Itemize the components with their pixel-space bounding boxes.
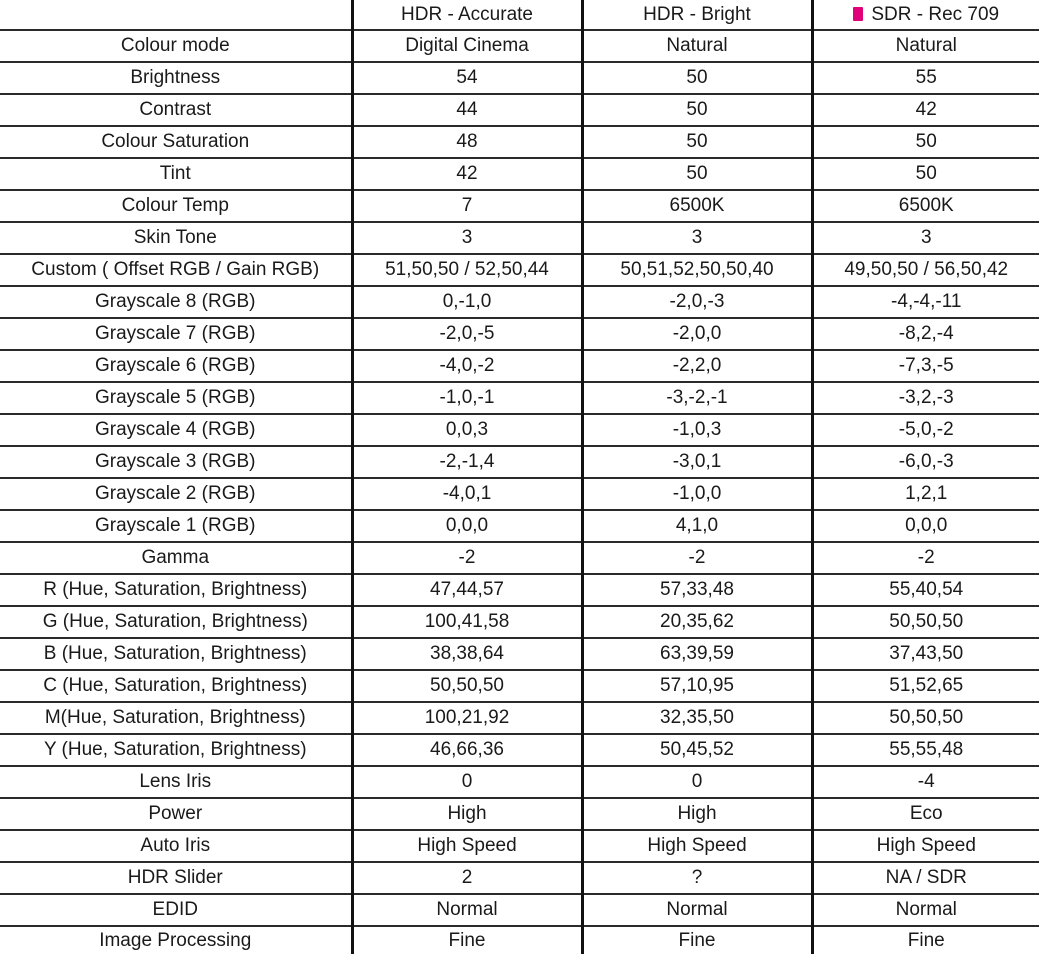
sdr-rec709-cell: 49,50,50 / 56,50,42	[812, 254, 1039, 286]
header-cell-hdr-accurate: HDR - Accurate	[352, 0, 582, 30]
table-row	[0, 734, 1039, 766]
table-row	[0, 446, 1039, 478]
hdr-accurate-cell: High	[352, 798, 582, 830]
table-row	[0, 766, 1039, 798]
hdr-accurate-cell: 0	[352, 766, 582, 798]
sdr-rec709-cell: 37,43,50	[812, 638, 1039, 670]
hdr-bright-cell: 57,33,48	[582, 574, 812, 606]
table-row	[0, 894, 1039, 926]
hdr-accurate-cell: 2	[352, 862, 582, 894]
setting-name-cell: EDID	[0, 894, 352, 926]
hdr-accurate-cell: 0,0,3	[352, 414, 582, 446]
hdr-accurate-cell: -2,-1,4	[352, 446, 582, 478]
table-row	[0, 574, 1039, 606]
table-row	[0, 414, 1039, 446]
hdr-accurate-cell: -4,0,-2	[352, 350, 582, 382]
sdr-rec709-cell: 50	[812, 158, 1039, 190]
setting-name-cell: R (Hue, Saturation, Brightness)	[0, 574, 352, 606]
table-row	[0, 318, 1039, 350]
sdr-rec709-cell: 3	[812, 222, 1039, 254]
hdr-bright-cell: 50	[582, 158, 812, 190]
hdr-bright-cell: 50	[582, 94, 812, 126]
hdr-accurate-cell: 47,44,57	[352, 574, 582, 606]
setting-name-cell: Grayscale 1 (RGB)	[0, 510, 352, 542]
hdr-bright-cell: 50	[582, 62, 812, 94]
setting-name-cell: Lens Iris	[0, 766, 352, 798]
setting-name-cell: C (Hue, Saturation, Brightness)	[0, 670, 352, 702]
setting-name-cell: G (Hue, Saturation, Brightness)	[0, 606, 352, 638]
table-row	[0, 286, 1039, 318]
sdr-rec709-cell: -3,2,-3	[812, 382, 1039, 414]
table-row	[0, 702, 1039, 734]
hdr-bright-cell: -2,0,0	[582, 318, 812, 350]
hdr-bright-cell: -1,0,0	[582, 478, 812, 510]
setting-name-cell: Grayscale 8 (RGB)	[0, 286, 352, 318]
table-row	[0, 638, 1039, 670]
setting-name-cell: Tint	[0, 158, 352, 190]
hdr-accurate-cell: 38,38,64	[352, 638, 582, 670]
hdr-accurate-cell: 54	[352, 62, 582, 94]
hdr-bright-cell: 50	[582, 126, 812, 158]
sdr-rec709-cell: Eco	[812, 798, 1039, 830]
table-row	[0, 606, 1039, 638]
hdr-accurate-cell: Digital Cinema	[352, 30, 582, 62]
setting-name-cell: Skin Tone	[0, 222, 352, 254]
hdr-bright-cell: 63,39,59	[582, 638, 812, 670]
hdr-bright-cell: Normal	[582, 894, 812, 926]
hdr-bright-cell: 57,10,95	[582, 670, 812, 702]
hdr-accurate-cell: 3	[352, 222, 582, 254]
setting-name-cell: Colour Temp	[0, 190, 352, 222]
hdr-bright-cell: 6500K	[582, 190, 812, 222]
setting-name-cell: M(Hue, Saturation, Brightness)	[0, 702, 352, 734]
setting-name-cell: Y (Hue, Saturation, Brightness)	[0, 734, 352, 766]
table-row	[0, 830, 1039, 862]
hdr-bright-cell: -1,0,3	[582, 414, 812, 446]
table-row	[0, 382, 1039, 414]
setting-name-cell: HDR Slider	[0, 862, 352, 894]
sdr-rec709-cell: 42	[812, 94, 1039, 126]
setting-name-cell: Auto Iris	[0, 830, 352, 862]
header-row	[0, 0, 1039, 30]
header-cell-hdr-bright: HDR - Bright	[582, 0, 812, 30]
hdr-bright-cell: -2,2,0	[582, 350, 812, 382]
hdr-accurate-cell: 42	[352, 158, 582, 190]
hdr-bright-cell: -2	[582, 542, 812, 574]
setting-name-cell: Grayscale 5 (RGB)	[0, 382, 352, 414]
hdr-accurate-cell: 51,50,50 / 52,50,44	[352, 254, 582, 286]
hdr-accurate-cell: 48	[352, 126, 582, 158]
setting-name-cell: B (Hue, Saturation, Brightness)	[0, 638, 352, 670]
hdr-accurate-cell: 50,50,50	[352, 670, 582, 702]
setting-name-cell: Colour mode	[0, 30, 352, 62]
sdr-rec709-cell: -4	[812, 766, 1039, 798]
hdr-accurate-cell: Normal	[352, 894, 582, 926]
hdr-accurate-cell: -4,0,1	[352, 478, 582, 510]
hdr-bright-cell: ?	[582, 862, 812, 894]
setting-name-cell: Grayscale 6 (RGB)	[0, 350, 352, 382]
hdr-bright-cell: 50,45,52	[582, 734, 812, 766]
hdr-bright-cell: High	[582, 798, 812, 830]
hdr-bright-cell: 0	[582, 766, 812, 798]
hdr-bright-cell: 20,35,62	[582, 606, 812, 638]
header-cell-sdr-rec709	[812, 0, 1039, 30]
table-row	[0, 222, 1039, 254]
table-row	[0, 350, 1039, 382]
hdr-accurate-cell: 100,21,92	[352, 702, 582, 734]
hdr-accurate-cell: 7	[352, 190, 582, 222]
hdr-accurate-cell: -2	[352, 542, 582, 574]
table-row	[0, 542, 1039, 574]
hdr-bright-cell: -3,0,1	[582, 446, 812, 478]
setting-name-cell: Grayscale 4 (RGB)	[0, 414, 352, 446]
hdr-accurate-cell: 100,41,58	[352, 606, 582, 638]
sdr-rec709-cell: 51,52,65	[812, 670, 1039, 702]
sdr-rec709-cell: 50,50,50	[812, 606, 1039, 638]
setting-name-cell: Contrast	[0, 94, 352, 126]
hdr-accurate-cell: 0,-1,0	[352, 286, 582, 318]
hdr-bright-cell: 32,35,50	[582, 702, 812, 734]
sdr-rec709-cell: -2	[812, 542, 1039, 574]
setting-name-cell: Grayscale 3 (RGB)	[0, 446, 352, 478]
sdr-rec709-cell: -5,0,-2	[812, 414, 1039, 446]
hdr-accurate-cell: -2,0,-5	[352, 318, 582, 350]
table-row	[0, 670, 1039, 702]
table-row	[0, 798, 1039, 830]
sdr-rec709-cell: 0,0,0	[812, 510, 1039, 542]
sdr-rec709-cell: High Speed	[812, 830, 1039, 862]
pink-marker-icon	[853, 7, 863, 21]
table-row	[0, 158, 1039, 190]
table-row	[0, 62, 1039, 94]
hdr-bright-cell: Natural	[582, 30, 812, 62]
sdr-rec709-cell: -8,2,-4	[812, 318, 1039, 350]
setting-name-cell: Image Processing	[99, 929, 252, 951]
sdr-rec709-cell: 55	[812, 62, 1039, 94]
hdr-bright-cell: -2,0,-3	[582, 286, 812, 318]
table-row	[0, 30, 1039, 62]
hdr-accurate-cell: 0,0,0	[352, 510, 582, 542]
setting-name-cell: Brightness	[0, 62, 352, 94]
sdr-rec709-cell: NA / SDR	[812, 862, 1039, 894]
setting-name-cell: Grayscale 7 (RGB)	[0, 318, 352, 350]
sdr-rec709-cell: -6,0,-3	[812, 446, 1039, 478]
hdr-bright-cell: -3,-2,-1	[582, 382, 812, 414]
hdr-bright-cell: High Speed	[582, 830, 812, 862]
setting-name-cell: Gamma	[0, 542, 352, 574]
hdr-accurate-cell: -1,0,-1	[352, 382, 582, 414]
sdr-rec709-cell: Normal	[812, 894, 1039, 926]
hdr-accurate-cell: High Speed	[352, 830, 582, 862]
setting-name-cell: Colour Saturation	[0, 126, 352, 158]
table-row	[0, 510, 1039, 542]
setting-name-cell: Power	[0, 798, 352, 830]
sdr-rec709-cell: 1,2,1	[812, 478, 1039, 510]
sdr-rec709-cell: 55,55,48	[812, 734, 1039, 766]
header-cell-setting	[0, 0, 352, 30]
table-row	[0, 926, 1039, 954]
sdr-rec709-cell: 55,40,54	[812, 574, 1039, 606]
header-cell-sdr-rec709-label: SDR - Rec 709	[871, 3, 1000, 25]
hdr-accurate-cell: 44	[352, 94, 582, 126]
table-row	[0, 254, 1039, 286]
sdr-rec709-cell: Fine	[812, 926, 1039, 954]
hdr-bright-cell: 50,51,52,50,50,40	[582, 254, 812, 286]
sdr-rec709-cell: -4,-4,-11	[812, 286, 1039, 318]
setting-name-cell: Grayscale 2 (RGB)	[0, 478, 352, 510]
sdr-rec709-cell: Natural	[812, 30, 1039, 62]
setting-name-cell: Custom ( Offset RGB / Gain RGB)	[0, 254, 352, 286]
table-row	[0, 478, 1039, 510]
table-row	[0, 190, 1039, 222]
sdr-rec709-cell: 50	[812, 126, 1039, 158]
hdr-bright-cell: Fine	[582, 926, 812, 954]
table-row	[0, 862, 1039, 894]
sdr-rec709-cell: 50,50,50	[812, 702, 1039, 734]
table-body	[0, 30, 1039, 954]
sdr-rec709-cell: 6500K	[812, 190, 1039, 222]
hdr-bright-cell: 4,1,0	[582, 510, 812, 542]
sdr-rec709-cell: -7,3,-5	[812, 350, 1039, 382]
hdr-accurate-cell: Fine	[352, 926, 582, 954]
table-row	[0, 94, 1039, 126]
hdr-bright-cell: 3	[582, 222, 812, 254]
table-row	[0, 126, 1039, 158]
hdr-accurate-cell: 46,66,36	[352, 734, 582, 766]
